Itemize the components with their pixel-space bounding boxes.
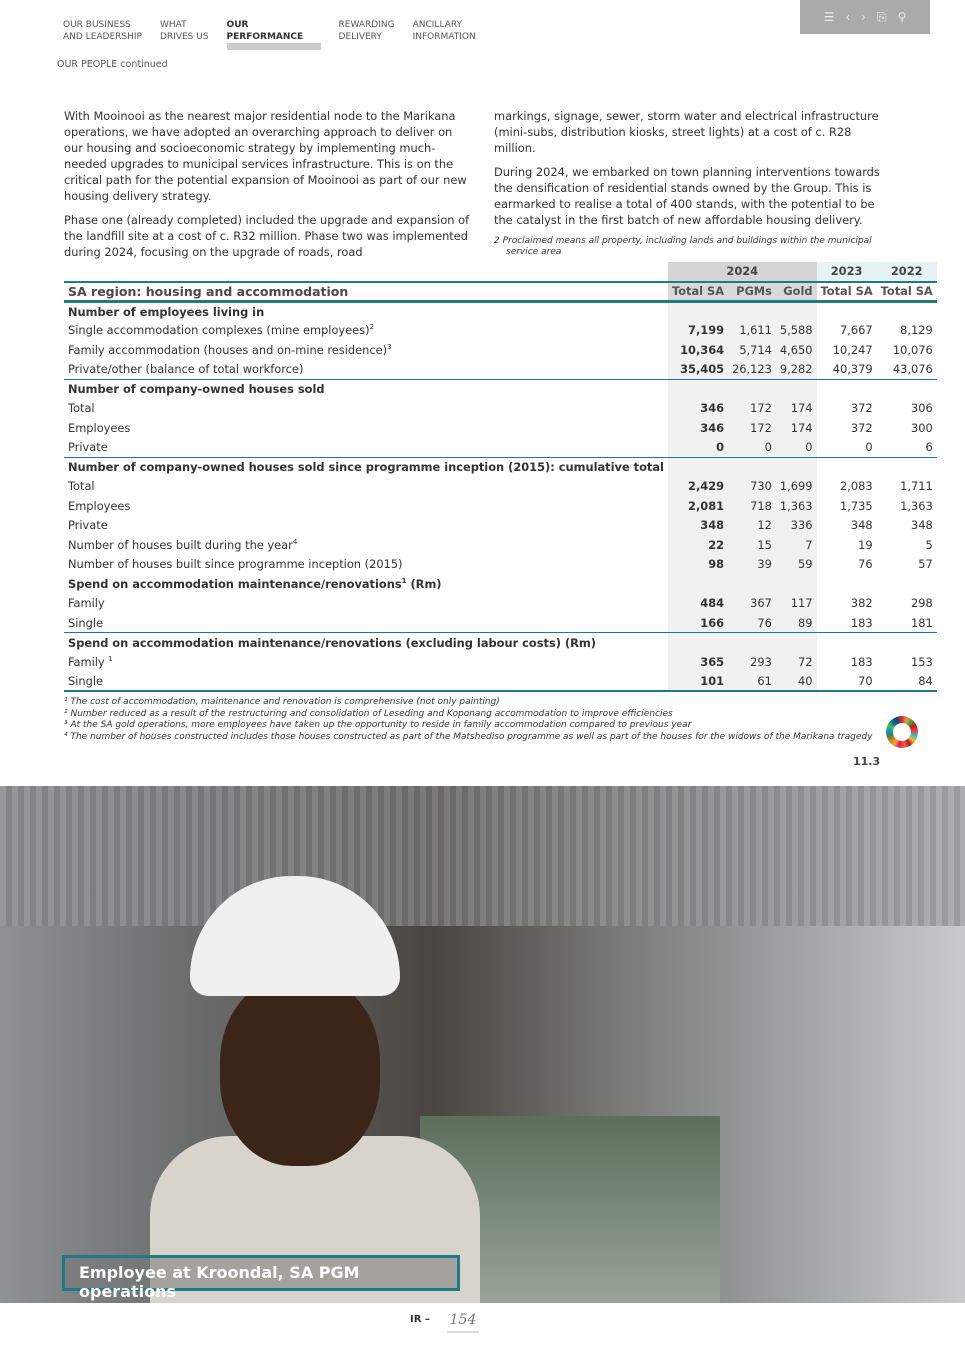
- cell-value: [776, 574, 817, 594]
- cell-value: [668, 379, 728, 399]
- paragraph: During 2024, we embarked on town planning interventions towards the densification of residential stands owned by the Group. This is earmarked to realise a total of 400 stands, with the potential to be the catalyst in the first batch of new affordable housing delivery.: [494, 165, 880, 227]
- section-row: [64, 301, 937, 321]
- cell-value: 0: [865, 440, 873, 454]
- footnote: 2 Proclaimed means all property, including lands and buildings within the municipal service area: [494, 236, 872, 257]
- cell-value: 2,429: [668, 477, 728, 497]
- table-row: [64, 496, 937, 516]
- right-column: [494, 108, 894, 258]
- col-header: PGMs: [728, 282, 776, 302]
- cell-value: 730: [728, 477, 776, 497]
- section-row: [64, 633, 937, 653]
- row-label: Family $^1$: [68, 654, 113, 669]
- note: ⁴ The number of houses constructed includes those houses constructed as part of the Matshediso programme as well as part of the houses for the widows of the Marikana tragedy: [64, 731, 873, 742]
- row-label: Private: [68, 440, 108, 454]
- cell-value: 298: [911, 596, 933, 611]
- row-label: Spend on accommodation maintenance/renovations (excluding labour costs) (Rm): [64, 633, 668, 653]
- cell-value: 35,405: [668, 360, 728, 380]
- row-label: Number of company-owned houses sold: [64, 379, 668, 399]
- cell-value: 5,588: [776, 321, 817, 341]
- cell-value: 39: [728, 555, 776, 575]
- cell-value: [668, 633, 728, 653]
- col-header: Total SA: [877, 282, 937, 302]
- note: ³ At the SA gold operations, more employees have taken up the opportunity to reside in family accommodation compared to previous year: [64, 720, 692, 730]
- cell-value: [668, 574, 728, 594]
- cell-value: 306: [911, 401, 933, 416]
- nav-our-performance[interactable]: OUR PERFORMANCE: [227, 19, 321, 50]
- cell-value: 76: [728, 613, 776, 633]
- cell-value: 172: [728, 418, 776, 438]
- cell-value: 1,735: [840, 498, 873, 513]
- cell-value: 348: [911, 518, 933, 533]
- cell-value: 4,650: [776, 340, 817, 360]
- cell-value: [877, 301, 937, 321]
- row-label: Employees: [68, 498, 131, 513]
- cell-value: 10,364: [668, 340, 728, 360]
- cell-value: 365: [668, 652, 728, 672]
- table-row: [64, 652, 937, 672]
- cell-value: 57: [918, 557, 933, 572]
- cell-value: 5: [925, 537, 933, 552]
- cell-value: 70: [817, 672, 877, 692]
- cell-value: 174: [776, 399, 817, 419]
- cell-value: 7,199: [668, 321, 728, 341]
- row-label: Spend on accommodation maintenance/renovations$^1$ (Rm): [68, 576, 442, 591]
- table-row: [64, 340, 937, 360]
- cell-value: 372: [850, 420, 873, 435]
- cell-value: 59: [776, 555, 817, 575]
- cell-value: 484: [668, 594, 728, 614]
- year-2022: 2022: [877, 262, 937, 282]
- search-icon[interactable]: ⚲: [897, 10, 907, 24]
- cell-value: 9,282: [776, 360, 817, 380]
- housing-table: [64, 262, 937, 692]
- table-row: [64, 555, 937, 575]
- row-label: Total: [68, 401, 95, 416]
- cell-value: 153: [911, 654, 933, 669]
- cell-value: 346: [668, 399, 728, 419]
- cell-value: 2,083: [840, 479, 873, 494]
- paragraph: With Mooinooi as the nearest major residential node to the Marikana operations, we have adopted an overarching approach to deliver on our housing and socioeconomic strategy by implementing much-needed upgrades to municipal services infrastructure. This is on the critical path for the potential expansion of Mooinooi as part of our new housing delivery strategy.: [64, 109, 467, 203]
- cell-value: 1,363: [900, 498, 933, 513]
- cell-value: 172: [728, 399, 776, 419]
- cell-value: 101: [668, 672, 728, 692]
- cell-value: 183: [850, 615, 873, 630]
- paragraph: markings, signage, sewer, storm water and electrical infrastructure (mini-subs, distribution kiosks, street lights) at a cost of c. R28 million.: [494, 109, 879, 155]
- cell-value: 7: [776, 535, 817, 555]
- cell-value: 300: [911, 420, 933, 435]
- cell-value: 117: [776, 594, 817, 614]
- col-header: Total SA: [668, 282, 728, 302]
- row-label: Number of houses built during the year$^4$: [68, 537, 298, 552]
- cell-value: 72: [776, 652, 817, 672]
- cell-value: [877, 633, 937, 653]
- report-prefix: IR –: [410, 1314, 430, 1325]
- nav-rewarding-delivery[interactable]: REWARDING DELIVERY: [338, 20, 395, 42]
- cell-value: [728, 574, 776, 594]
- cell-value: 10,247: [832, 342, 873, 357]
- page-number: 154: [447, 1312, 479, 1333]
- row-label: Employees: [68, 420, 131, 435]
- cell-value: 1,711: [900, 479, 933, 494]
- cell-value: 1,699: [776, 477, 817, 497]
- table-row: [64, 418, 937, 438]
- section-row: [64, 379, 937, 399]
- cell-value: [728, 457, 776, 477]
- cell-value: 10,076: [892, 342, 933, 357]
- sdg-wheel-icon: [886, 716, 918, 748]
- year-2023: 2023: [817, 262, 877, 282]
- table-row: [64, 613, 937, 633]
- cell-value: 43,076: [892, 362, 933, 376]
- cell-value: 6: [925, 440, 933, 454]
- row-label: Private: [68, 518, 108, 533]
- toolbar: [800, 0, 930, 34]
- cell-value: [668, 457, 728, 477]
- row-label: Single accommodation complexes (mine employees)$^2$: [68, 323, 375, 338]
- menu-icon[interactable]: ☰: [823, 10, 835, 24]
- cell-value: 382: [850, 596, 873, 611]
- cell-value: 166: [668, 613, 728, 633]
- row-label: Single: [64, 672, 668, 692]
- cell-value: [817, 301, 877, 321]
- cell-value: 336: [776, 516, 817, 536]
- table-row: [64, 535, 937, 555]
- cell-value: 22: [668, 535, 728, 555]
- cell-value: 61: [728, 672, 776, 692]
- row-label: Family: [68, 596, 105, 611]
- cell-value: [776, 457, 817, 477]
- cell-value: 98: [668, 555, 728, 575]
- table-row: [64, 438, 937, 458]
- top-nav: [63, 19, 494, 50]
- cell-value: [877, 574, 937, 594]
- left-column: [64, 108, 474, 268]
- cell-value: 89: [776, 613, 817, 633]
- row-label: Total: [68, 479, 95, 494]
- nav-our-business[interactable]: OUR BUSINESS AND LEADERSHIP: [63, 20, 142, 42]
- cell-value: [776, 379, 817, 399]
- print-icon[interactable]: ⎘: [876, 9, 887, 24]
- cell-value: [817, 633, 877, 653]
- cell-value: [817, 574, 877, 594]
- cell-value: 181: [911, 615, 933, 630]
- year-2024: 2024: [668, 262, 817, 282]
- cell-value: 1,611: [728, 321, 776, 341]
- cell-value: 348: [668, 516, 728, 536]
- row-label: Family accommodation (houses and on-mine residence)$^3$: [68, 342, 392, 357]
- cell-value: [776, 301, 817, 321]
- table-row: [64, 594, 937, 614]
- cell-value: 346: [668, 418, 728, 438]
- cell-value: 174: [776, 418, 817, 438]
- col-header: Total SA: [817, 282, 877, 302]
- nav-what-drives-us[interactable]: WHAT DRIVES US: [159, 20, 209, 42]
- cell-value: 15: [728, 535, 776, 555]
- cell-value: 76: [858, 557, 873, 572]
- cell-value: 1,363: [776, 496, 817, 516]
- cell-value: 2,081: [668, 496, 728, 516]
- prev-icon[interactable]: ‹: [845, 10, 851, 24]
- cell-value: 367: [728, 594, 776, 614]
- cell-value: 40: [776, 672, 817, 692]
- sdg-label: 11.3: [853, 755, 881, 768]
- paragraph: Phase one (already completed) included the upgrade and expansion of the landfill site at a cost of c. R32 million. Phase two was implemented during 2024, focusing on the upgrade of roads, road: [64, 213, 470, 259]
- cell-value: 0: [728, 438, 776, 458]
- section-row: [64, 574, 937, 594]
- table-notes: [64, 697, 874, 743]
- cell-value: 718: [728, 496, 776, 516]
- cell-value: 348: [850, 518, 873, 533]
- cell-value: 84: [877, 672, 937, 692]
- cell-value: 183: [850, 654, 873, 669]
- cell-value: [728, 633, 776, 653]
- cell-value: 26,123: [728, 360, 776, 380]
- cell-value: 19: [858, 537, 873, 552]
- cell-value: 5,714: [728, 340, 776, 360]
- table-row: [64, 321, 937, 341]
- cell-value: 8,129: [900, 323, 933, 338]
- cell-value: [728, 379, 776, 399]
- cell-value: 40,379: [832, 362, 873, 376]
- cell-value: 7,667: [840, 323, 873, 338]
- table-title: SA region: housing and accommodation: [64, 282, 668, 302]
- table-row: [64, 477, 937, 497]
- cell-value: [817, 379, 877, 399]
- table-row: [64, 516, 937, 536]
- nav-ancillary-information[interactable]: ANCILLARY INFORMATION: [412, 20, 476, 42]
- employee-photo: [0, 786, 965, 1303]
- row-label: Number of employees living in: [68, 304, 265, 319]
- row-label: Single: [68, 615, 104, 630]
- next-icon[interactable]: ›: [861, 10, 866, 24]
- cell-value: [668, 301, 728, 321]
- table-row: [64, 672, 937, 692]
- col-header: Gold: [776, 282, 817, 302]
- cell-value: [877, 457, 937, 477]
- cell-value: [817, 457, 877, 477]
- table-row: [64, 360, 937, 380]
- cell-value: 0: [668, 438, 728, 458]
- cell-value: 0: [776, 438, 817, 458]
- note: ¹ The cost of accommodation, maintenance and renovation is comprehensive (not only painting): [64, 697, 500, 707]
- row-label: Number of company-owned houses sold since programme inception (2015): cumulative total: [64, 457, 668, 477]
- cell-value: [776, 633, 817, 653]
- cell-value: [728, 301, 776, 321]
- section-row: [64, 457, 937, 477]
- row-label: Number of houses built since programme inception (2015): [68, 557, 403, 572]
- cell-value: 293: [728, 652, 776, 672]
- cell-value: [877, 379, 937, 399]
- table-row: [64, 399, 937, 419]
- breadcrumb: OUR PEOPLE continued: [57, 59, 168, 70]
- row-label: Private/other (balance of total workforce): [68, 362, 304, 376]
- note: ² Number reduced as a result of the restructuring and consolidation of Leseding and Koponang accommodation to improve efficiencies: [64, 708, 673, 719]
- cell-value: 12: [728, 516, 776, 536]
- cell-value: 372: [850, 401, 873, 416]
- photo-caption: Employee at Kroondal, SA PGM operations: [62, 1255, 460, 1291]
